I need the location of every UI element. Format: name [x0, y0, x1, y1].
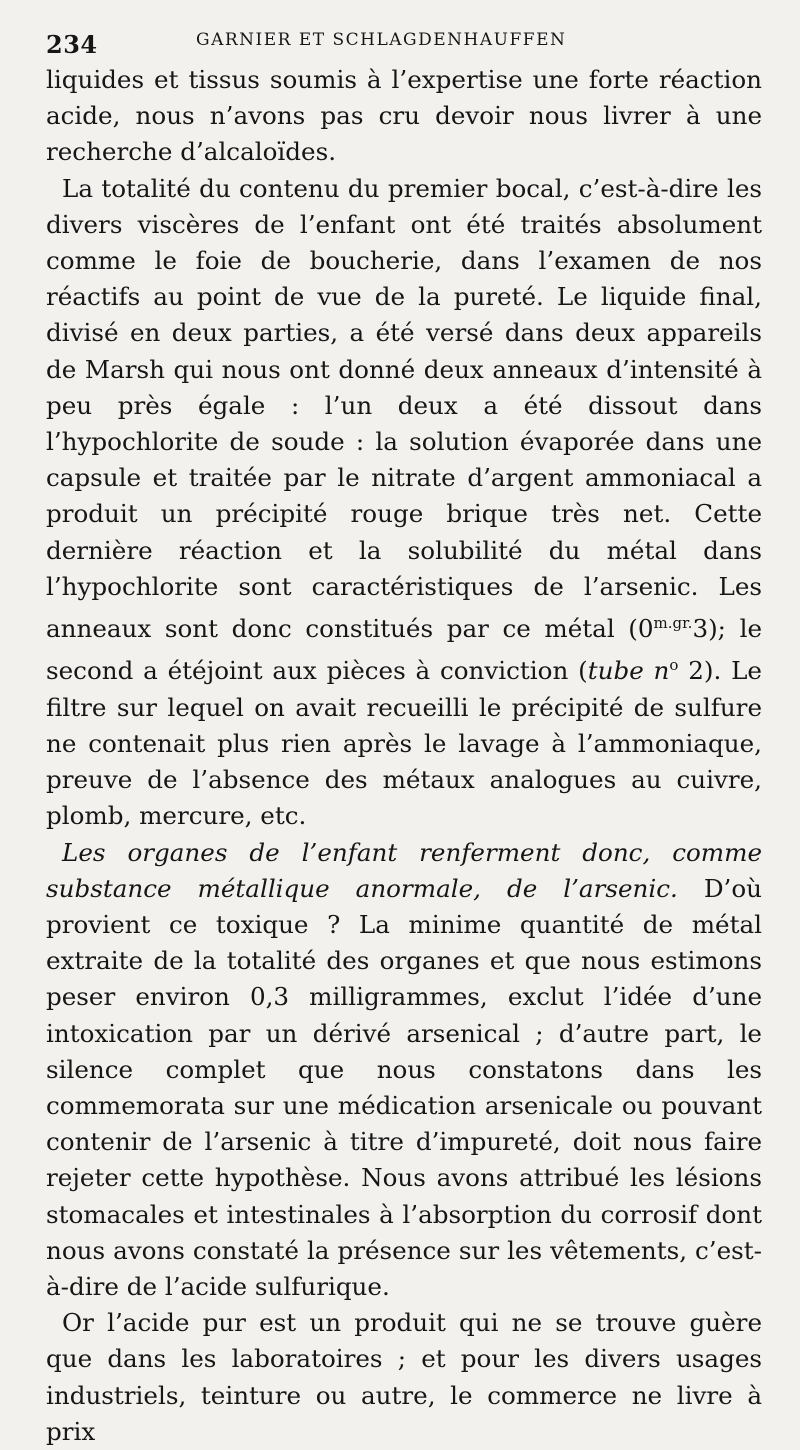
paragraph-2-text-a: La totalité du contenu du premier bocal, c’est-à-dire les divers viscères de l’enfant ont été traités absolument comme le foie de boucherie, dans l’examen de nos réactifs au point de vue de la pureté. Le liquide final, divisé en deux parties, a été versé dans deux appareils de Marsh qui nous ont donné deux anneaux d’intensité à peu près égale : l’un deux a été dissout dans l’hypochlorite de soude : la solution évaporée dans une capsule et traitée par le nitrate d’argent ammoniacal a produit un précipité rouge brique très net. Cette dernière réaction et la solubilité du métal dans l’hypochlorite sont caractéristiques de l’arsenic. Les anneaux sont donc constitués par ce métal (0	[46, 173, 762, 644]
tube-number: 2	[678, 656, 704, 686]
paragraph-4	[46, 1305, 762, 1450]
unit-superscript: m.gr.	[653, 614, 693, 633]
paragraph-3-text: D’où provient ce toxique ? La minime quantité de métal extraite de la totalité des organes et que nous estimons peser environ 0,3 milligrammes, exclut l’idée d’une intoxication par un dérivé arsenical ; d’autre part, le silence complet que nous constatons dans les commemorata sur une médication arsenicale ou pouvant contenir de l’arsenic à titre d’impureté, doit nous faire rejeter cette hypothèse. Nous avons attribué les lésions stomacales et intestinales à l’absorption du corrosif dont nous avons constaté la présence sur les vêtements, c’est-à-dire de l’acide sulfurique.	[46, 873, 763, 1302]
paragraph-1-text: liquides et tissus soumis à l’expertise une forte réaction acide, nous n’avons pas cru devoir nous livrer à une recherche d’alcaloïdes.	[46, 65, 762, 167]
running-head: GARNIER ET SCHLAGDENHAUFFEN	[196, 30, 567, 50]
page-number: 234	[46, 30, 98, 59]
paragraph-1	[46, 62, 762, 171]
paragraph-2-text-c: ). Le filtre sur lequel on avait recueilli le précipité de sulfure ne contenait plus rien après le lavage à l’ammoniaque, preuve de l’absence des métaux analogues au cuivre, plomb, mercure, etc.	[46, 656, 762, 831]
paragraph-2-text-b: 3); le second a étéjoint aux pièces à conviction (	[46, 614, 762, 686]
body-text	[46, 62, 762, 1450]
tube-label: tube n	[587, 656, 670, 686]
paragraph-3-italic: Les organes de l’enfant renferment donc, comme substance métallique anormale, de l’arsenic.	[46, 837, 762, 903]
tube-superscript: o	[669, 656, 679, 675]
paragraph-2	[46, 171, 762, 835]
paragraph-4-text: Or l’acide pur est un produit qui ne se trouve guère que dans les laboratoires ; et pour les divers usages industriels, teinture ou autre, le commerce ne livre à prix	[46, 1308, 762, 1446]
page-header	[46, 18, 762, 58]
paragraph-3	[46, 835, 762, 1306]
